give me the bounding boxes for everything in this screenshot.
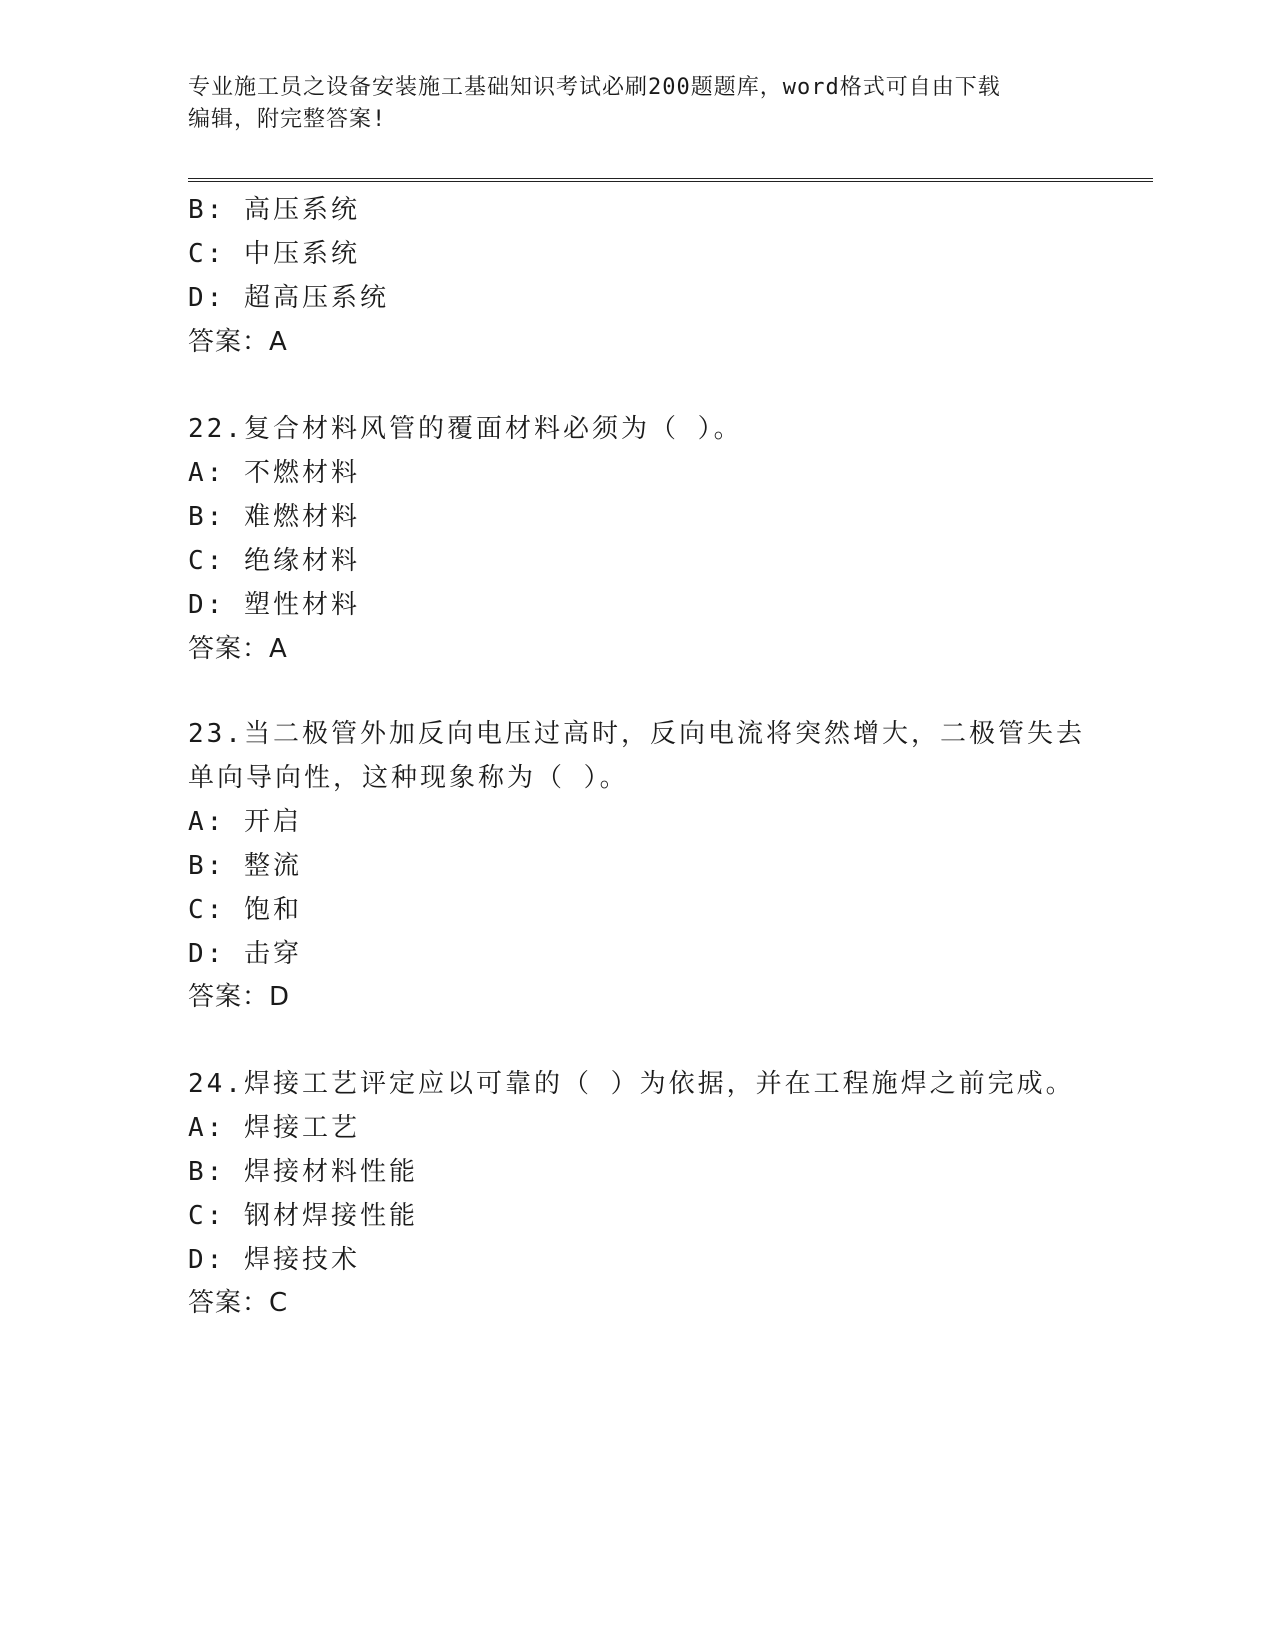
prev-option-c: C: 中压系统 (188, 239, 360, 269)
question-22-option-c: C: 绝缘材料 (188, 546, 360, 576)
prev-answer: 答案：A (188, 327, 288, 357)
question-24-answer: 答案：C (188, 1288, 289, 1318)
question-23-option-c: C: 饱和 (188, 895, 302, 925)
header-line-1: 专业施工员之设备安装施工基础知识考试必刷200题题库，word格式可自由下载 (188, 75, 1001, 100)
header-line-2: 编辑，附完整答案! (188, 107, 387, 132)
question-24-option-d: D: 焊接技术 (188, 1245, 360, 1275)
question-24-option-c: C: 钢材焊接性能 (188, 1201, 418, 1231)
question-24-option-a: A: 焊接工艺 (188, 1113, 360, 1143)
question-22-option-b: B: 难燃材料 (188, 502, 360, 532)
question-22-answer: 答案：A (188, 634, 288, 664)
question-24-option-b: B: 焊接材料性能 (188, 1157, 418, 1187)
prev-option-b: B: 高压系统 (188, 195, 360, 225)
question-23-stem-line-2: 单向导向性，这种现象称为（ ）。 (188, 763, 629, 793)
question-23-answer: 答案：D (188, 982, 291, 1012)
prev-option-d: D: 超高压系统 (188, 283, 389, 313)
header-divider (188, 178, 1153, 182)
question-23-stem-line-1: 23.当二极管外加反向电压过高时，反向电流将突然增大，二极管失去 (188, 719, 1085, 749)
question-24-stem: 24.焊接工艺评定应以可靠的（ ）为依据，并在工程施焊之前完成。 (188, 1069, 1075, 1099)
question-23-option-d: D: 击穿 (188, 939, 302, 969)
document-header (188, 72, 1088, 136)
question-22-option-d: D: 塑性材料 (188, 590, 360, 620)
question-22-option-a: A: 不燃材料 (188, 458, 360, 488)
question-22-stem: 22.复合材料风管的覆面材料必须为（ ）。 (188, 414, 743, 444)
question-23-option-a: A: 开启 (188, 807, 302, 837)
question-23-option-b: B: 整流 (188, 851, 302, 881)
